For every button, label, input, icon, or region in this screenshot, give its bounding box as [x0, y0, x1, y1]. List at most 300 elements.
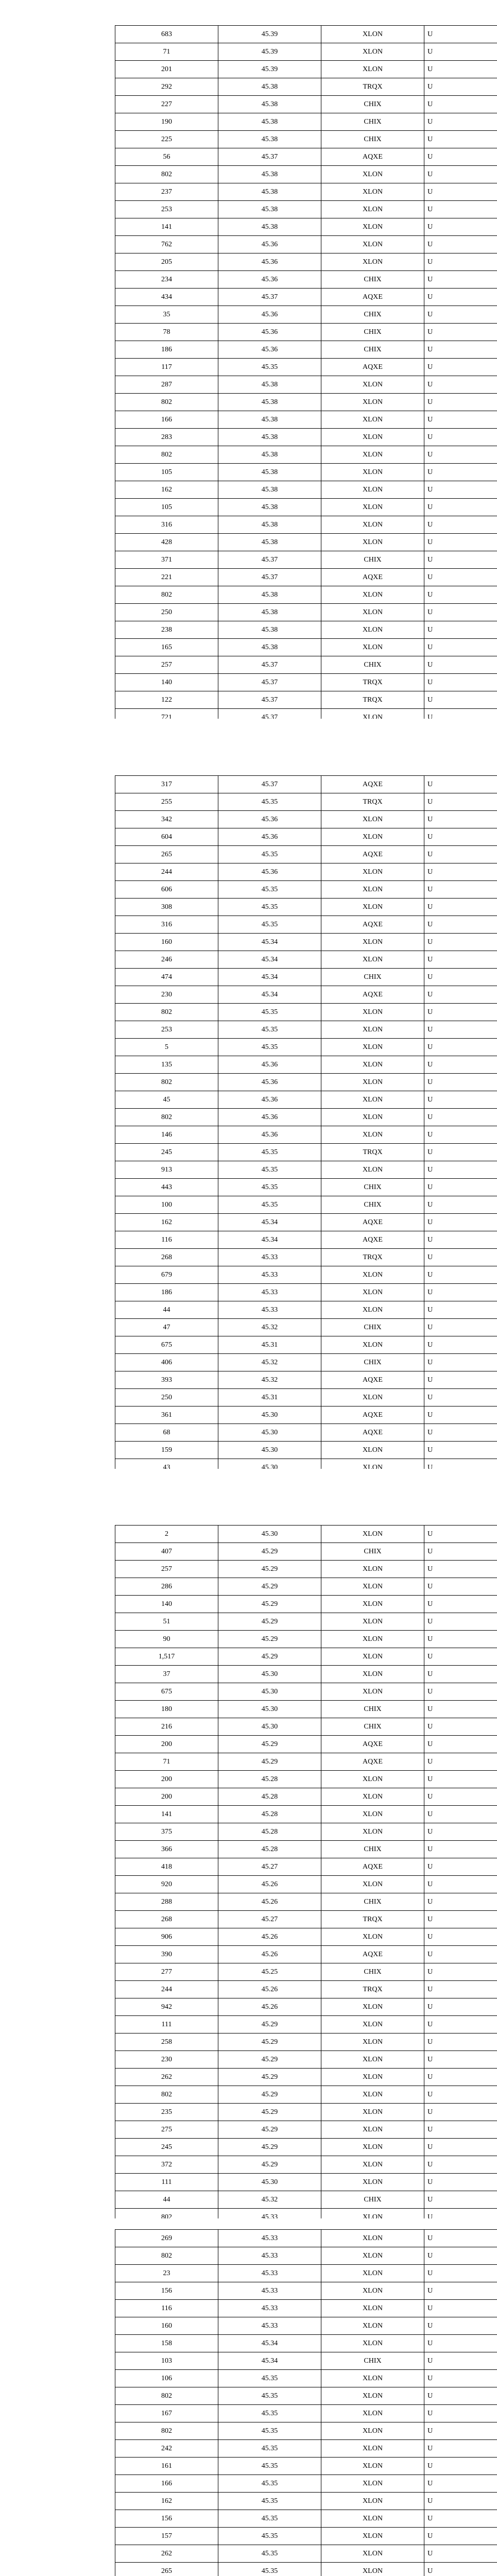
price-cell: 45.35	[218, 793, 321, 811]
price-cell: 45.35	[218, 2545, 321, 2563]
table-row	[115, 656, 497, 674]
price-cell: 45.35	[218, 881, 321, 899]
table-row	[115, 2405, 497, 2422]
table-row	[115, 1126, 497, 1144]
volume-cell: 166	[115, 2475, 218, 2493]
venue-cell: XLON	[321, 2139, 424, 2156]
table-row	[115, 2317, 497, 2335]
volume-cell: 140	[115, 674, 218, 691]
table-row	[115, 516, 497, 534]
extra-cell: U	[424, 2440, 497, 2458]
price-cell: 45.34	[218, 2352, 321, 2370]
table-row	[115, 2247, 497, 2265]
volume-cell: 230	[115, 986, 218, 1004]
table-row	[115, 1823, 497, 1841]
volume-cell: 200	[115, 1788, 218, 1806]
table-row	[115, 2139, 497, 2156]
volume-cell: 375	[115, 1823, 218, 1841]
price-cell: 45.39	[218, 43, 321, 61]
volume-cell: 250	[115, 604, 218, 621]
venue-cell: XLON	[321, 1266, 424, 1284]
table-row	[115, 1109, 497, 1126]
price-cell: 45.31	[218, 1389, 321, 1406]
table-row	[115, 429, 497, 446]
volume-cell: 140	[115, 1596, 218, 1613]
extra-cell: U	[424, 446, 497, 464]
volume-cell: 316	[115, 916, 218, 934]
venue-cell: XLON	[321, 43, 424, 61]
table-row	[115, 131, 497, 148]
extra-cell: U	[424, 324, 497, 341]
venue-cell: XLON	[321, 481, 424, 499]
extra-cell: U	[424, 43, 497, 61]
extra-cell: U	[424, 691, 497, 709]
venue-cell: CHIX	[321, 341, 424, 359]
extra-cell: U	[424, 551, 497, 569]
extra-cell: U	[424, 2493, 497, 2510]
volume-cell: 230	[115, 2051, 218, 2069]
price-cell: 45.33	[218, 1249, 321, 1266]
venue-cell: TRQX	[321, 1249, 424, 1266]
price-cell: 45.29	[218, 2051, 321, 2069]
price-cell: 45.38	[218, 183, 321, 201]
extra-cell: U	[424, 2387, 497, 2405]
table-row	[115, 986, 497, 1004]
volume-cell: 342	[115, 811, 218, 828]
price-cell: 45.37	[218, 691, 321, 709]
extra-cell: U	[424, 96, 497, 113]
price-cell: 45.26	[218, 1946, 321, 1963]
venue-cell: XLON	[321, 586, 424, 604]
price-cell: 45.29	[218, 2104, 321, 2121]
table-row	[115, 1683, 497, 1701]
price-cell: 45.33	[218, 2282, 321, 2300]
table-row	[115, 78, 497, 96]
venue-cell: XLON	[321, 2440, 424, 2458]
venue-cell: XLON	[321, 2174, 424, 2191]
venue-cell: CHIX	[321, 131, 424, 148]
extra-cell: U	[424, 1266, 497, 1284]
price-cell: 45.38	[218, 131, 321, 148]
price-cell: 45.29	[218, 2121, 321, 2139]
volume-cell: 234	[115, 271, 218, 289]
extra-cell: U	[424, 776, 497, 793]
table-row	[115, 1753, 497, 1771]
table-row	[115, 1701, 497, 1718]
venue-cell: CHIX	[321, 1319, 424, 1336]
table-row	[115, 2493, 497, 2510]
volume-cell: 111	[115, 2016, 218, 2033]
extra-cell: U	[424, 569, 497, 586]
volume-cell: 268	[115, 1249, 218, 1266]
volume-cell: 160	[115, 2317, 218, 2335]
extra-cell: U	[424, 2121, 497, 2139]
volume-cell: 146	[115, 1126, 218, 1144]
volume-cell: 225	[115, 131, 218, 148]
venue-cell: XLON	[321, 2475, 424, 2493]
table-row	[115, 2086, 497, 2104]
extra-cell: U	[424, 1406, 497, 1424]
venue-cell: XLON	[321, 863, 424, 881]
volume-cell: 116	[115, 1231, 218, 1249]
extra-cell: U	[424, 934, 497, 951]
table-row	[115, 253, 497, 271]
extra-cell: U	[424, 253, 497, 271]
price-cell: 45.29	[218, 1631, 321, 1648]
table-row	[115, 2510, 497, 2528]
table-row	[115, 1596, 497, 1613]
extra-cell: U	[424, 2510, 497, 2528]
extra-cell: U	[424, 586, 497, 604]
table-row	[115, 899, 497, 916]
volume-cell: 23	[115, 2265, 218, 2282]
extra-cell: U	[424, 1371, 497, 1389]
extra-cell: U	[424, 2300, 497, 2317]
volume-cell: 237	[115, 183, 218, 201]
venue-cell: XLON	[321, 1928, 424, 1946]
venue-cell: XLON	[321, 2086, 424, 2104]
table-row	[115, 1893, 497, 1911]
extra-cell: U	[424, 1284, 497, 1301]
price-cell: 45.33	[218, 1301, 321, 1319]
venue-cell: CHIX	[321, 324, 424, 341]
extra-cell: U	[424, 1459, 497, 1469]
extra-cell: U	[424, 1301, 497, 1319]
extra-cell: U	[424, 1389, 497, 1406]
table-row	[115, 1858, 497, 1876]
venue-cell: XLON	[321, 1631, 424, 1648]
extra-cell: U	[424, 61, 497, 78]
volume-cell: 292	[115, 78, 218, 96]
trades-table-1	[115, 25, 497, 719]
venue-cell: AQXE	[321, 776, 424, 793]
venue-cell: XLON	[321, 2051, 424, 2069]
price-cell: 45.38	[218, 534, 321, 551]
volume-cell: 117	[115, 359, 218, 376]
price-cell: 45.30	[218, 1442, 321, 1459]
table-row	[115, 26, 497, 43]
volume-cell: 165	[115, 639, 218, 656]
table-row	[115, 1039, 497, 1056]
venue-cell: AQXE	[321, 1406, 424, 1424]
venue-cell: AQXE	[321, 1736, 424, 1753]
price-cell: 45.38	[218, 201, 321, 218]
extra-cell: U	[424, 1631, 497, 1648]
price-cell: 45.37	[218, 709, 321, 719]
venue-cell: XLON	[321, 828, 424, 846]
volume-cell: 250	[115, 1389, 218, 1406]
extra-cell: U	[424, 1876, 497, 1893]
price-cell: 45.30	[218, 1459, 321, 1469]
price-cell: 45.38	[218, 78, 321, 96]
volume-cell: 675	[115, 1336, 218, 1354]
volume-cell: 245	[115, 1144, 218, 1161]
price-cell: 45.36	[218, 1109, 321, 1126]
table-row	[115, 1648, 497, 1666]
table-row	[115, 289, 497, 306]
table-row	[115, 2230, 497, 2247]
venue-cell: XLON	[321, 183, 424, 201]
venue-cell: XLON	[321, 1823, 424, 1841]
venue-cell: CHIX	[321, 1841, 424, 1858]
volume-cell: 159	[115, 1442, 218, 1459]
venue-cell: XLON	[321, 516, 424, 534]
venue-cell: XLON	[321, 1526, 424, 1543]
price-cell: 45.28	[218, 1771, 321, 1788]
volume-cell: 141	[115, 1806, 218, 1823]
venue-cell: XLON	[321, 376, 424, 394]
price-cell: 45.35	[218, 2493, 321, 2510]
volume-cell: 288	[115, 1893, 218, 1911]
price-cell: 45.29	[218, 1736, 321, 1753]
venue-cell: XLON	[321, 1578, 424, 1596]
volume-cell: 366	[115, 1841, 218, 1858]
table-row	[115, 2174, 497, 2191]
price-cell: 45.35	[218, 2387, 321, 2405]
price-cell: 45.27	[218, 1858, 321, 1876]
price-cell: 45.36	[218, 253, 321, 271]
table-row	[115, 2440, 497, 2458]
table-row	[115, 1196, 497, 1214]
extra-cell: U	[424, 1056, 497, 1074]
table-row	[115, 1998, 497, 2016]
price-cell: 45.29	[218, 2156, 321, 2174]
table-row	[115, 481, 497, 499]
volume-cell: 265	[115, 2563, 218, 2576]
trades-table-2	[115, 775, 497, 1469]
extra-cell: U	[424, 2475, 497, 2493]
price-cell: 45.30	[218, 1718, 321, 1736]
table-row	[115, 1179, 497, 1196]
price-cell: 45.26	[218, 1998, 321, 2016]
extra-cell: U	[424, 916, 497, 934]
extra-cell: U	[424, 2156, 497, 2174]
venue-cell: XLON	[321, 2069, 424, 2086]
extra-cell: U	[424, 26, 497, 43]
table-row	[115, 2016, 497, 2033]
price-cell: 45.37	[218, 569, 321, 586]
extra-cell: U	[424, 1841, 497, 1858]
volume-cell: 103	[115, 2352, 218, 2370]
volume-cell: 2	[115, 1526, 218, 1543]
price-cell: 45.30	[218, 1406, 321, 1424]
venue-cell: XLON	[321, 1126, 424, 1144]
venue-cell: XLON	[321, 1876, 424, 1893]
table-row	[115, 1841, 497, 1858]
table-row	[115, 2069, 497, 2086]
table-row	[115, 2475, 497, 2493]
table-row	[115, 934, 497, 951]
price-cell: 45.35	[218, 2563, 321, 2576]
table-row	[115, 1231, 497, 1249]
volume-cell: 802	[115, 2247, 218, 2265]
extra-cell: U	[424, 604, 497, 621]
price-cell: 45.29	[218, 2139, 321, 2156]
extra-cell: U	[424, 1231, 497, 1249]
price-cell: 45.35	[218, 1161, 321, 1179]
volume-cell: 105	[115, 499, 218, 516]
table-row	[115, 2335, 497, 2352]
extra-cell: U	[424, 2174, 497, 2191]
venue-cell: AQXE	[321, 359, 424, 376]
venue-cell: XLON	[321, 1998, 424, 2016]
table-row	[115, 551, 497, 569]
price-cell: 45.35	[218, 1144, 321, 1161]
table-row	[115, 969, 497, 986]
table-row	[115, 2121, 497, 2139]
volume-cell: 156	[115, 2282, 218, 2300]
venue-cell: CHIX	[321, 1543, 424, 1561]
table-row	[115, 1284, 497, 1301]
volume-cell: 253	[115, 1021, 218, 1039]
price-cell: 45.36	[218, 271, 321, 289]
extra-cell: U	[424, 2209, 497, 2219]
venue-cell: CHIX	[321, 551, 424, 569]
extra-cell: U	[424, 1161, 497, 1179]
price-cell: 45.28	[218, 1823, 321, 1841]
table-row	[115, 464, 497, 481]
extra-cell: U	[424, 1543, 497, 1561]
venue-cell: XLON	[321, 2545, 424, 2563]
table-row	[115, 183, 497, 201]
extra-cell: U	[424, 1561, 497, 1578]
venue-cell: XLON	[321, 61, 424, 78]
extra-cell: U	[424, 1144, 497, 1161]
venue-cell: XLON	[321, 2016, 424, 2033]
table-row	[115, 236, 497, 253]
price-cell: 45.34	[218, 969, 321, 986]
table-row	[115, 1074, 497, 1091]
price-cell: 45.30	[218, 2174, 321, 2191]
volume-cell: 56	[115, 148, 218, 166]
table-row	[115, 1578, 497, 1596]
volume-cell: 390	[115, 1946, 218, 1963]
venue-cell: XLON	[321, 2387, 424, 2405]
extra-cell: U	[424, 1893, 497, 1911]
table-row	[115, 951, 497, 969]
extra-cell: U	[424, 1823, 497, 1841]
extra-cell: U	[424, 394, 497, 411]
table-row	[115, 306, 497, 324]
price-cell: 45.35	[218, 2422, 321, 2440]
venue-cell: XLON	[321, 201, 424, 218]
table-row	[115, 1091, 497, 1109]
table-row	[115, 2422, 497, 2440]
extra-cell: U	[424, 1336, 497, 1354]
table-row	[115, 148, 497, 166]
venue-cell: CHIX	[321, 1196, 424, 1214]
venue-cell: XLON	[321, 2121, 424, 2139]
extra-cell: U	[424, 183, 497, 201]
table-row	[115, 2387, 497, 2405]
table-row	[115, 499, 497, 516]
price-cell: 45.35	[218, 2440, 321, 2458]
volume-cell: 35	[115, 306, 218, 324]
venue-cell: XLON	[321, 534, 424, 551]
extra-cell: U	[424, 113, 497, 131]
table-row	[115, 1144, 497, 1161]
extra-cell: U	[424, 1319, 497, 1336]
venue-cell: TRQX	[321, 1144, 424, 1161]
price-cell: 45.29	[218, 1613, 321, 1631]
price-cell: 45.34	[218, 986, 321, 1004]
volume-cell: 200	[115, 1736, 218, 1753]
table-row	[115, 1056, 497, 1074]
volume-cell: 244	[115, 1981, 218, 1998]
price-cell: 45.38	[218, 639, 321, 656]
volume-cell: 1,517	[115, 1648, 218, 1666]
price-cell: 45.29	[218, 1561, 321, 1578]
price-cell: 45.36	[218, 863, 321, 881]
volume-cell: 361	[115, 1406, 218, 1424]
volume-cell: 44	[115, 2191, 218, 2209]
venue-cell: XLON	[321, 2528, 424, 2545]
volume-cell: 802	[115, 1109, 218, 1126]
extra-cell: U	[424, 969, 497, 986]
price-cell: 45.35	[218, 359, 321, 376]
table-row	[115, 1319, 497, 1336]
venue-cell: XLON	[321, 639, 424, 656]
venue-cell: XLON	[321, 1459, 424, 1469]
price-cell: 45.28	[218, 1841, 321, 1858]
volume-cell: 78	[115, 324, 218, 341]
venue-cell: AQXE	[321, 1946, 424, 1963]
volume-cell: 762	[115, 236, 218, 253]
table-row	[115, 1459, 497, 1469]
volume-cell: 262	[115, 2545, 218, 2563]
venue-cell: AQXE	[321, 1753, 424, 1771]
table-row	[115, 674, 497, 691]
extra-cell: U	[424, 1442, 497, 1459]
extra-cell: U	[424, 236, 497, 253]
extra-cell: U	[424, 1613, 497, 1631]
price-cell: 45.37	[218, 674, 321, 691]
venue-cell: CHIX	[321, 96, 424, 113]
extra-cell: U	[424, 793, 497, 811]
price-cell: 45.34	[218, 1214, 321, 1231]
volume-cell: 316	[115, 516, 218, 534]
price-cell: 45.38	[218, 446, 321, 464]
price-cell: 45.38	[218, 166, 321, 183]
venue-cell: XLON	[321, 1284, 424, 1301]
extra-cell: U	[424, 271, 497, 289]
venue-cell: XLON	[321, 1788, 424, 1806]
price-cell: 45.35	[218, 1196, 321, 1214]
venue-cell: XLON	[321, 218, 424, 236]
table-row	[115, 1613, 497, 1631]
volume-cell: 317	[115, 776, 218, 793]
volume-cell: 235	[115, 2104, 218, 2121]
price-cell: 45.30	[218, 1526, 321, 1543]
extra-cell: U	[424, 499, 497, 516]
price-cell: 45.35	[218, 2405, 321, 2422]
venue-cell: AQXE	[321, 916, 424, 934]
extra-cell: U	[424, 131, 497, 148]
price-cell: 45.33	[218, 1284, 321, 1301]
extra-cell: U	[424, 656, 497, 674]
extra-cell: U	[424, 376, 497, 394]
extra-cell: U	[424, 1354, 497, 1371]
volume-cell: 157	[115, 2528, 218, 2545]
extra-cell: U	[424, 1021, 497, 1039]
price-cell: 45.36	[218, 306, 321, 324]
venue-cell: XLON	[321, 2282, 424, 2300]
extra-cell: U	[424, 1963, 497, 1981]
table-row	[115, 1526, 497, 1543]
venue-cell: XLON	[321, 2265, 424, 2282]
venue-cell: XLON	[321, 2104, 424, 2121]
volume-cell: 158	[115, 2335, 218, 2352]
